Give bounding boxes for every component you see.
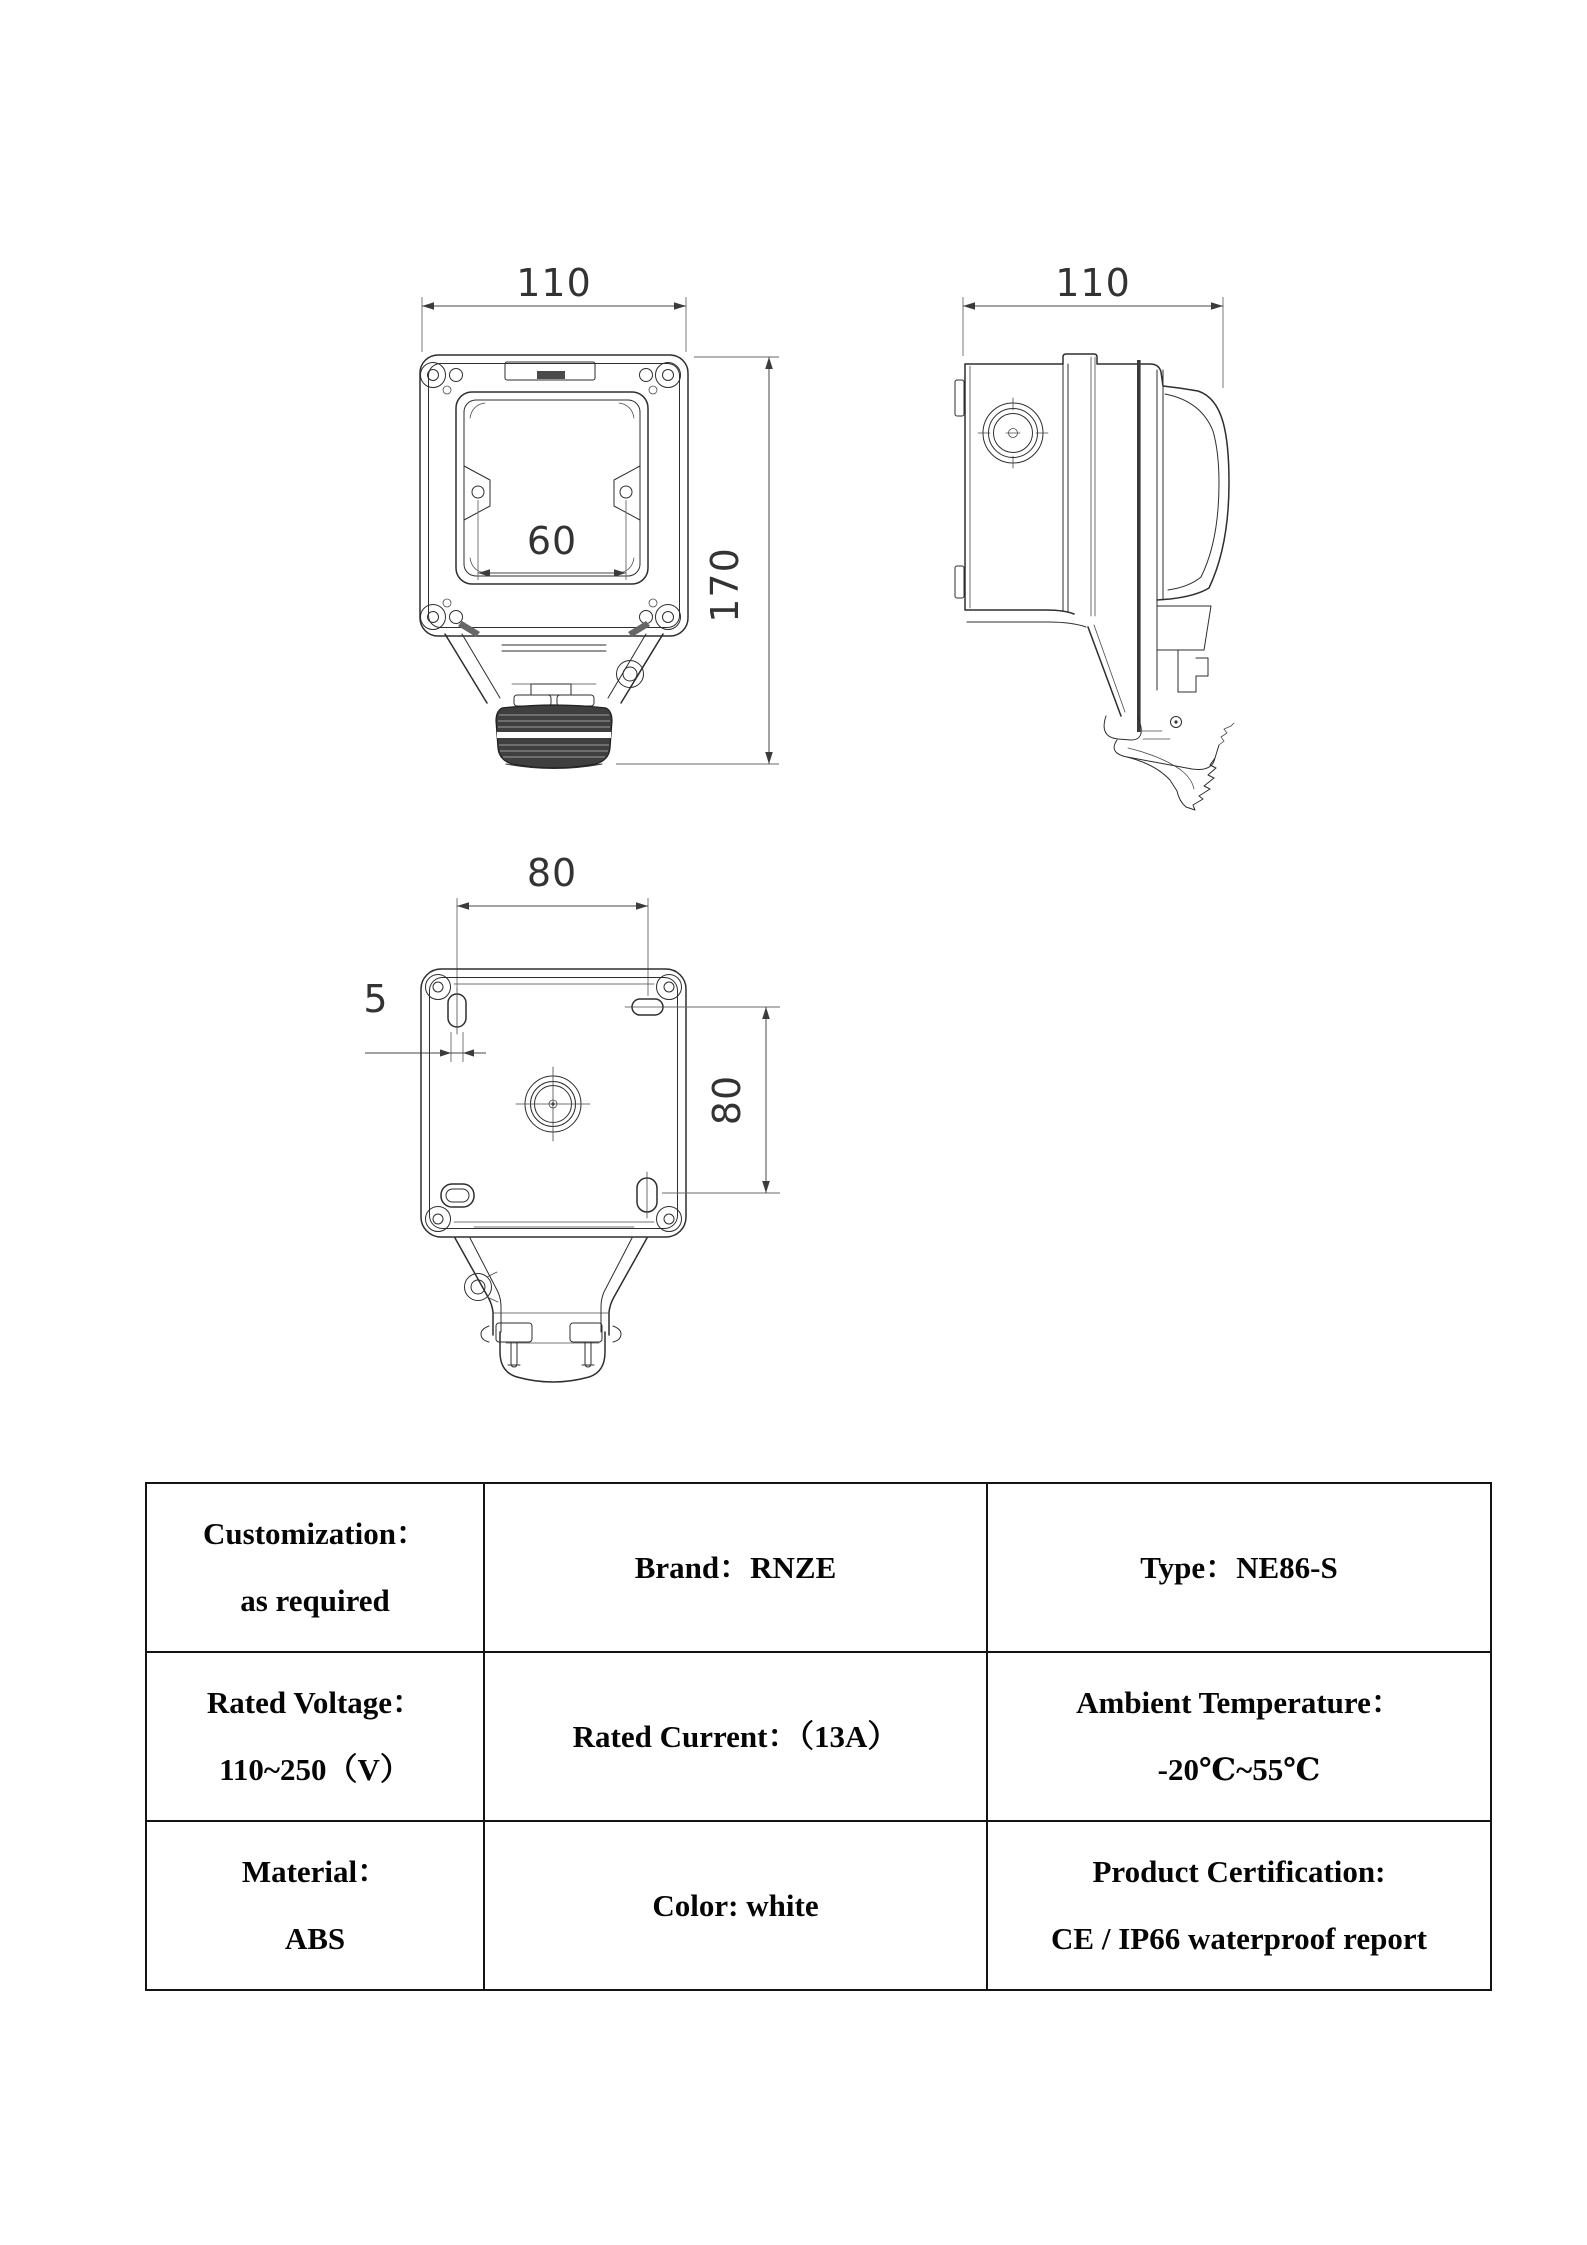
cell-line: CE / IP66 waterproof report xyxy=(1051,1921,1427,1957)
table-row xyxy=(146,1652,1491,1821)
front-cap xyxy=(496,705,612,769)
side-latch xyxy=(1088,625,1234,810)
spec-cell-color xyxy=(485,1822,986,1989)
dimension-side-depth xyxy=(963,261,1223,388)
cell-line: as required xyxy=(240,1583,390,1619)
dim-label-back-offset: 5 xyxy=(363,977,389,1021)
spec-cell-type xyxy=(988,1484,1490,1651)
spec-cell-certification xyxy=(988,1822,1490,1989)
cell-line: Rated Current：（13A） xyxy=(572,1718,899,1754)
cell-line: Type：NE86-S xyxy=(1140,1549,1338,1585)
cell-line: Color: white xyxy=(652,1887,819,1923)
dim-label-front-height: 170 xyxy=(703,547,747,623)
cell-line: -20℃~55℃ xyxy=(1157,1752,1321,1788)
cell-line: Brand：RNZE xyxy=(634,1549,837,1585)
back-neck xyxy=(455,1238,647,1382)
side-lid xyxy=(1141,364,1229,692)
spec-cell-material xyxy=(147,1822,483,1989)
dim-label-back-spacing-v: 80 xyxy=(705,1074,749,1126)
dimension-back-offset xyxy=(363,977,486,1062)
dimension-front-inner xyxy=(478,500,626,580)
cell-line: Material： xyxy=(241,1853,389,1889)
table-row xyxy=(146,1821,1491,1990)
spec-cell-customization xyxy=(147,1484,483,1651)
side-view-drawing xyxy=(920,240,1280,860)
back-plate xyxy=(421,969,686,1237)
spec-cell-rated-voltage xyxy=(147,1653,483,1820)
spec-cell-rated-current xyxy=(485,1653,986,1820)
cell-line: Product Certification: xyxy=(1092,1853,1386,1889)
front-neck xyxy=(445,621,663,706)
dim-label-side-depth: 110 xyxy=(1055,261,1131,305)
cell-line: Rated Voltage： xyxy=(206,1684,424,1720)
dimension-front-width xyxy=(422,261,686,352)
cell-line: ABS xyxy=(284,1921,346,1957)
cell-line: 110~250（V） xyxy=(219,1752,411,1788)
back-view-drawing xyxy=(330,850,810,1410)
front-view-drawing xyxy=(380,240,810,820)
cell-line: Customization： xyxy=(203,1515,427,1551)
dim-label-front-inner: 60 xyxy=(526,519,578,563)
dimension-back-spacing-h xyxy=(457,851,648,996)
dim-label-back-spacing-h: 80 xyxy=(526,851,578,895)
spec-cell-ambient-temperature xyxy=(988,1653,1490,1820)
spec-table xyxy=(145,1482,1492,1991)
table-row xyxy=(146,1483,1491,1652)
cell-line: Ambient Temperature： xyxy=(1076,1684,1402,1720)
dim-label-front-width: 110 xyxy=(516,261,592,305)
dimension-back-spacing-v xyxy=(662,1007,780,1193)
side-body xyxy=(955,354,1163,732)
spec-cell-brand xyxy=(485,1484,986,1651)
